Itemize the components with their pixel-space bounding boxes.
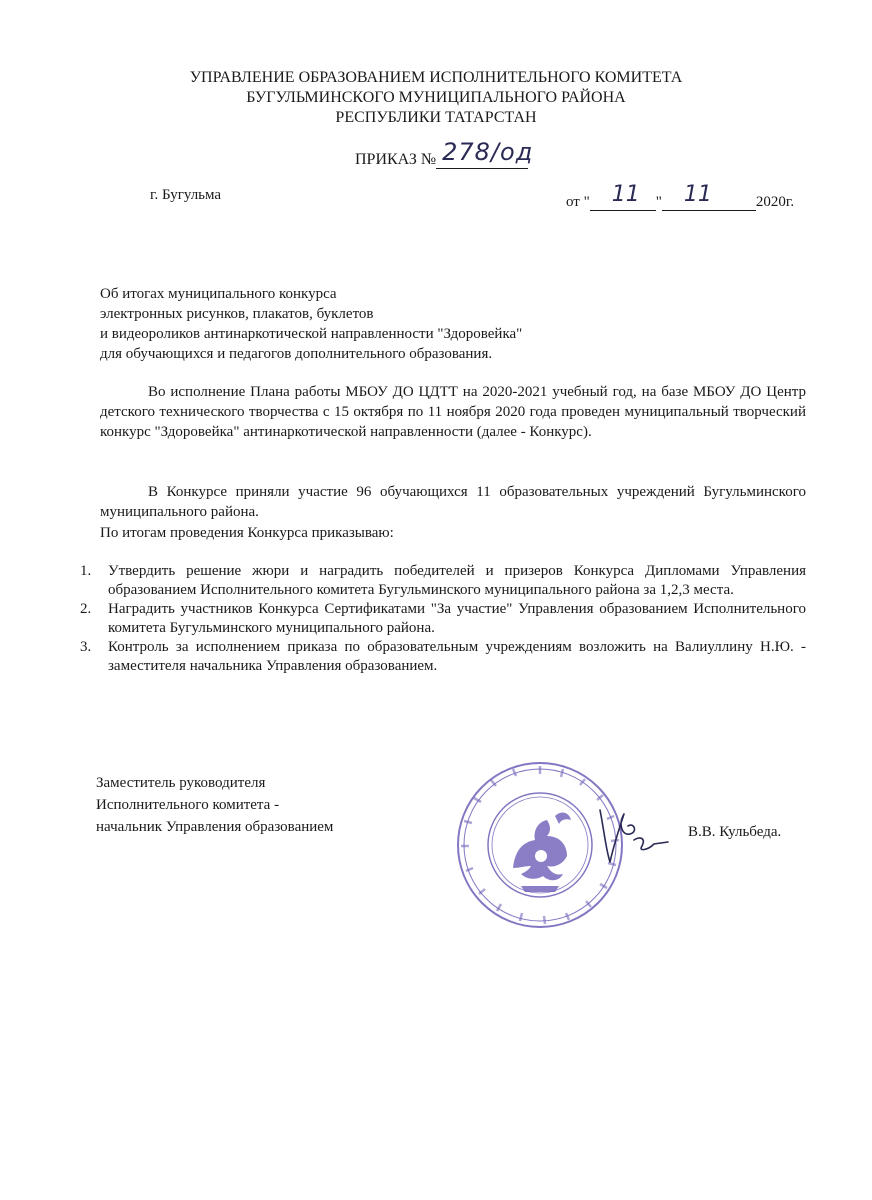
order-item: [80, 562, 806, 600]
order-number-handwritten: 278/од: [442, 138, 534, 166]
date-month: 11: [683, 182, 712, 207]
paragraph-1-text: Во исполнение Плана работы МБОУ ДО ЦДТТ на 2020-2021 учебный год, на базе МБОУ ДО Центр детского технического творчества с 15 октября по 11 ноября 2020 года проведен муниципальный творческий конкурс "Здоровейка" антинаркотической направленности (далее - Конкурс).: [100, 384, 806, 440]
subject-line-1: Об итогах муниципального конкурса: [100, 286, 337, 302]
order-items: [80, 562, 806, 676]
order-item: [80, 600, 806, 638]
handwritten-signature: [590, 800, 670, 870]
signatory-title-line-3: начальник Управления образованием: [96, 819, 334, 835]
header-line-3: РЕСПУБЛИКИ ТАТАРСТАН: [335, 109, 537, 126]
date-day: 11: [611, 182, 640, 207]
date-month-field: [662, 182, 756, 211]
order-subject: [100, 284, 522, 364]
header-line-1: УПРАВЛЕНИЕ ОБРАЗОВАНИЕМ ИСПОЛНИТЕЛЬНОГО КОМИТЕТА: [189, 69, 683, 86]
signatory-title-line-1: Заместитель руководителя: [96, 775, 266, 791]
subject-line-3: и видеороликов антинаркотической направленности "Здоровейка": [100, 326, 523, 342]
order-number-field: [436, 138, 534, 169]
date-mid: ": [655, 194, 662, 210]
signer-name: В.В. Кульбеда.: [688, 824, 782, 840]
subject-line-2: электронных рисунков, плакатов, буклетов: [100, 306, 374, 322]
subject-line-4: для обучающихся и педагогов дополнительного образования.: [100, 346, 493, 362]
order-item-text: Наградить участников Конкурса Сертификатами "За участие" Управления образованием Исполнительного комитета Бугульминского муниципального района.: [108, 601, 806, 636]
place: г. Бугульма: [150, 187, 222, 203]
order-title: [355, 138, 534, 169]
order-date: [566, 182, 795, 211]
order-label: ПРИКАЗ №: [355, 151, 437, 168]
date-prefix: от ": [566, 194, 590, 210]
paragraph-2-text: В Конкурсе приняли участие 96 обучающихся 11 образовательных учреждений Бугульминского муниципального района.: [100, 484, 806, 520]
paragraph-1: [100, 382, 806, 442]
order-item: [80, 638, 806, 676]
order-item-text: Контроль за исполнением приказа по образовательным учреждениям возложить на Валиуллину Н.Ю. - заместителя начальника Управления образованием.: [108, 639, 806, 674]
paragraph-2: [100, 482, 806, 522]
date-suffix: 2020г.: [755, 194, 795, 210]
document-header: [0, 68, 872, 128]
header-line-2: БУГУЛЬМИНСКОГО МУНИЦИПАЛЬНОГО РАЙОНА: [246, 89, 626, 106]
date-day-field: [590, 182, 656, 211]
order-item-number: 2.: [80, 601, 92, 617]
order-item-number: 1.: [80, 563, 92, 579]
paragraph-3: По итогам проведения Конкурса приказываю:: [100, 525, 394, 541]
order-item-number: 3.: [80, 639, 92, 655]
signatory-title-line-2: Исполнительного комитета -: [96, 797, 280, 813]
signature-block: [96, 772, 333, 838]
order-item-text: Утвердить решение жюри и наградить победителей и призеров Конкурса Дипломами Управления образованием Исполнительного комитета Бугульминского муниципального района за 1,2,3 места.: [108, 563, 806, 598]
